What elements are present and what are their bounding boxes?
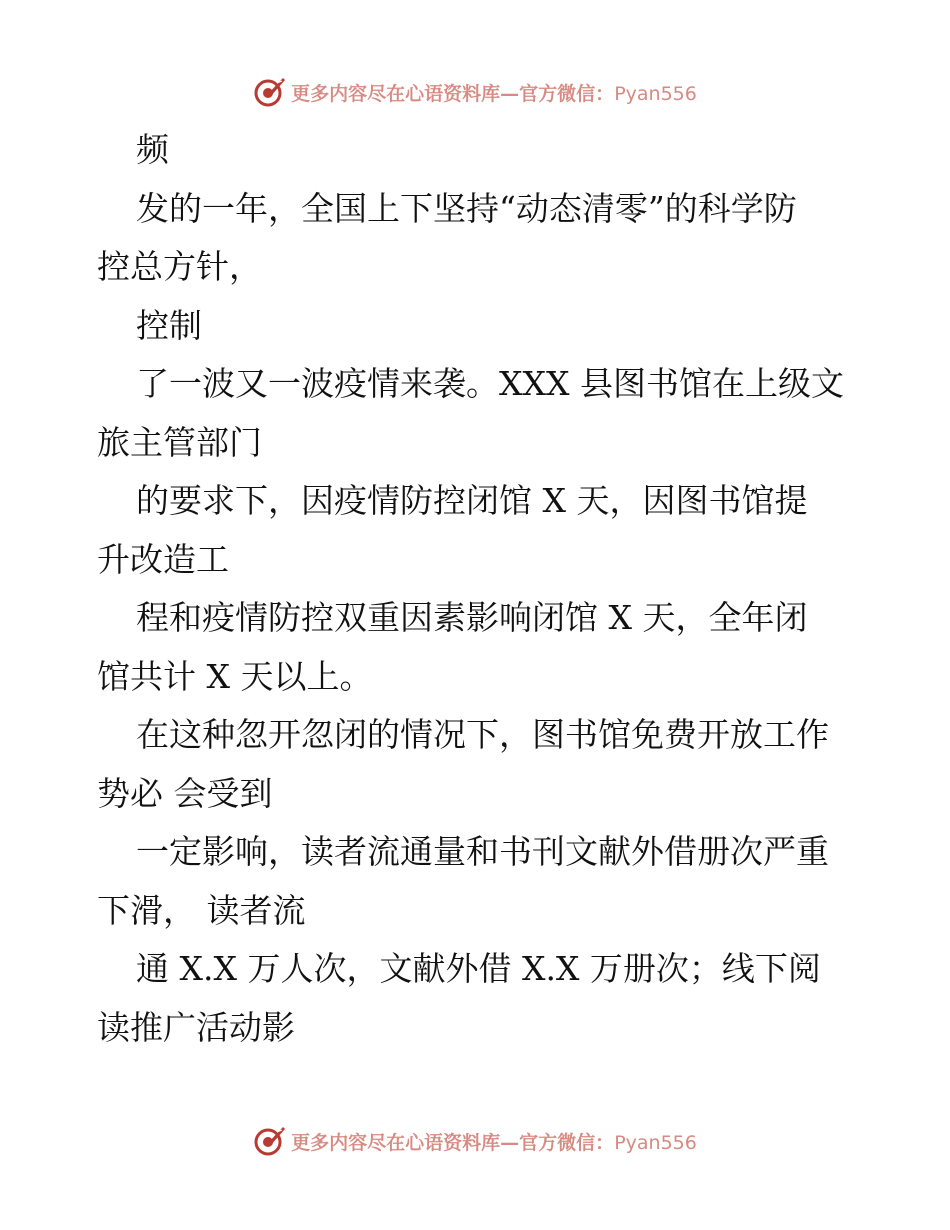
text-line: 了一波又一波疫情来袭。XXX 县图书馆在上级文 bbox=[136, 364, 844, 403]
watermark-text: 更多内容尽在心语资料库—官方微信：Pyan556 bbox=[291, 82, 697, 105]
text-line: 馆共计 X 天以上。 bbox=[97, 656, 373, 696]
text-line: 控总方针， bbox=[97, 247, 262, 286]
text-line: 在这种忽开忽闭的情况下，图书馆免费开放工作 bbox=[136, 715, 829, 754]
quill-logo-icon bbox=[253, 1124, 287, 1158]
text-line: 控制 bbox=[136, 305, 202, 345]
text-line: 一定影响，读者流通量和书刊文献外借册次严重 bbox=[136, 832, 829, 871]
text-line: 读推广活动影 bbox=[97, 1007, 295, 1047]
text-line: 通 X.X 万人次，文献外借 X.X 万册次；线下阅 bbox=[136, 949, 821, 988]
text-line: 势必 会受到 bbox=[97, 773, 273, 813]
text-line: 程和疫情防控双重因素影响闭馆 X 天，全年闭 bbox=[136, 598, 808, 637]
text-line: 频 bbox=[136, 130, 169, 169]
text-line: 旅主管部门 bbox=[97, 422, 262, 462]
header-watermark bbox=[0, 72, 950, 112]
quill-logo-icon bbox=[253, 75, 287, 109]
document-body bbox=[97, 121, 867, 1057]
text-line: 升改造工 bbox=[97, 539, 229, 579]
text-line: 的要求下，因疫情防控闭馆 X 天，因图书馆提 bbox=[136, 481, 808, 520]
text-line: 下滑， 读者流 bbox=[97, 890, 306, 930]
footer-watermark bbox=[0, 1121, 950, 1161]
text-line: 发的一年，全国上下坚持“动态清零”的科学防 bbox=[136, 188, 797, 228]
watermark-text: 更多内容尽在心语资料库—官方微信：Pyan556 bbox=[291, 1131, 697, 1154]
